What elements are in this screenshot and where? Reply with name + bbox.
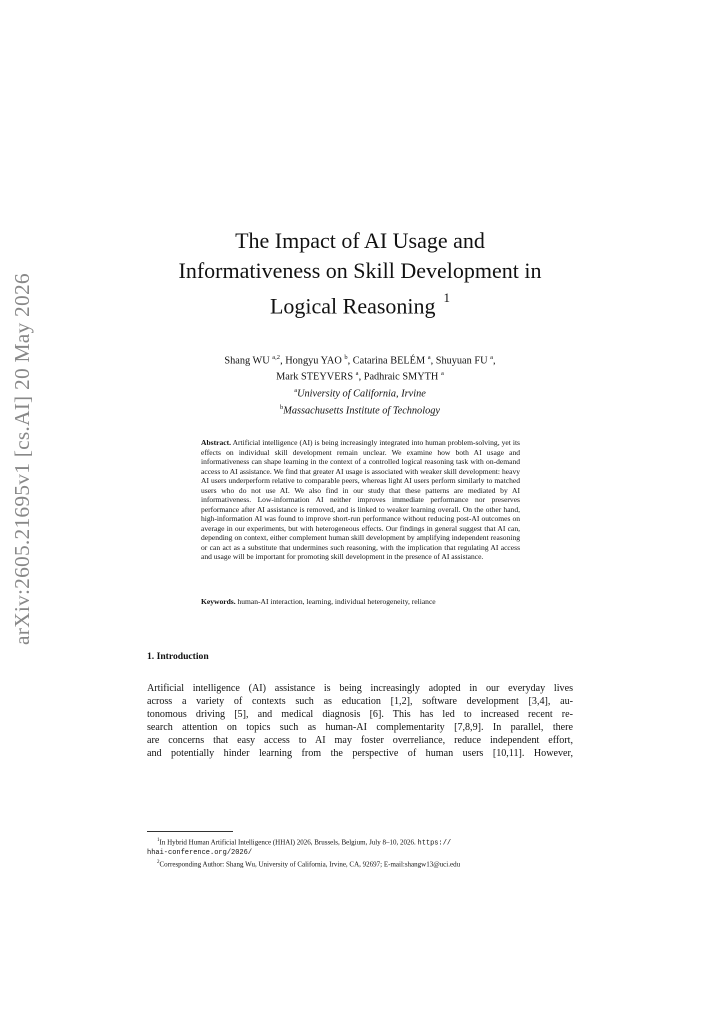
affiliation-list — [150, 384, 570, 419]
body-line: search attention on topics such as human-AI complementarity [7,8,9]. In parallel, there — [147, 721, 573, 733]
affiliation — [150, 401, 570, 418]
keywords — [201, 597, 520, 606]
author-affil-mark: a — [355, 369, 359, 377]
author-affil-mark: a — [490, 354, 493, 361]
title-line — [140, 286, 580, 321]
title-line: Informativeness on Skill Development in — [178, 258, 542, 283]
author-name: Hongyu YAO — [285, 355, 342, 367]
section-title: Introduction — [156, 651, 209, 662]
author-separator: , — [347, 355, 353, 367]
title-footnote-mark: 1 — [443, 290, 451, 305]
body-line: across a variety of contexts such as education [1,2], software development [3,4], au- — [147, 695, 573, 707]
introduction-paragraph — [147, 683, 573, 760]
author-affil-mark: a — [440, 369, 444, 377]
affiliation-text: Massachusetts Institute of Technology — [283, 405, 440, 417]
body-line: Artificial intelligence (AI) assistance is being increasingly adopted in our everyday lives — [147, 683, 573, 694]
footnote-rule — [147, 831, 233, 832]
paper-title — [140, 226, 580, 321]
author-name: Shang WU — [224, 355, 270, 367]
affiliation-mark: b — [280, 404, 284, 412]
affiliation — [150, 384, 570, 401]
body-line: are concerns that easy access to AI may foster overreliance, reduce independent effort, — [147, 734, 573, 746]
body-line: tonomous driving [5], and medical diagnosis [6]. This has led to increased recent re- — [147, 708, 573, 720]
abstract-label: Abstract. — [201, 438, 231, 447]
arxiv-identifier-stamp: arXiv:2605.21695v1 [cs.AI] 20 May 2026 — [10, 273, 34, 645]
affiliation-text: University of California, Irvine — [297, 388, 426, 400]
author-name: Shuyuan FU — [435, 355, 488, 367]
keywords-text: human-AI interaction, learning, individual heterogeneity, reliance — [237, 597, 436, 606]
author-line — [150, 352, 570, 368]
footnote-text: Corresponding Author: Shang Wu, University of California, Irvine, CA, 92697; E-mail:shangw13@uci.edu — [159, 860, 461, 869]
body-line: and potentially hinder learning from the perspective of human users [10,11]. However, — [147, 747, 573, 759]
author-separator: , — [358, 371, 364, 383]
author-affil-mark: a — [427, 354, 431, 361]
footnote-url[interactable]: https:// — [417, 839, 452, 848]
author-line — [150, 368, 570, 384]
abstract — [201, 438, 520, 562]
section-number: 1. — [147, 651, 155, 662]
author-name: Padhraic SMYTH — [363, 371, 439, 383]
author-separator: , — [430, 355, 436, 367]
footnote-text: In Hybrid Human Artificial Intelligence (HHAI) 2026, Brussels, Belgium, July 8–10, 2026. — [159, 838, 416, 847]
author-list — [150, 352, 570, 384]
title-line: The Impact of AI Usage and — [235, 228, 485, 253]
footnotes — [147, 836, 573, 869]
section-heading — [147, 651, 209, 662]
affiliation-mark: a — [294, 387, 298, 394]
author-separator: , — [492, 355, 496, 367]
keywords-label: Keywords. — [201, 597, 236, 606]
author-affil-mark: b — [344, 354, 348, 361]
author-name: Mark STEYVERS — [276, 371, 354, 383]
footnote-2 — [147, 858, 573, 870]
author-separator: , — [280, 355, 286, 367]
footnote-mark: 2 — [157, 859, 160, 865]
footnote-1 — [147, 836, 573, 849]
author-name: Catarina BELÉM — [352, 355, 426, 367]
abstract-text: Artificial intelligence (AI) is being increasingly integrated into human problem-solving, yet its effects on individual skill development remain unclear. We examine how both AI usage and informativeness can shape learning in the context of a controlled logical reasoning task with on-demand access to AI assistance. We find that greater AI usage is associated with weaker skill development: heavy AI users underperform relative to comparable peers, whereas light AI users perform similarly to matched users who do not use AI. We also find in our study that these patterns are mediated by AI informativeness. Low-information AI neither improves immediate performance nor preserves performance after AI assistance is removed, and is linked to weaker learning overall. On the other hand, high-information AI was found to improve short-run performance without reducing post-AI outcomes on average in our experiments, but with heterogeneous effects. Our findings in general suggest that AI can, depending on context, either complement human skill development by amplifying independent reasoning or can act as a substitute that undermines such reasoning, with the implication that regulating AI access and usage will be important for promoting skill development in the presence of AI assistance. — [201, 438, 520, 561]
title-line-text: Logical Reasoning — [269, 293, 436, 319]
footnote-url-continued[interactable]: hhai-conference.org/2026/ — [147, 848, 253, 857]
footnote-mark: 1 — [157, 838, 160, 843]
author-affil-mark: a,2 — [272, 354, 281, 361]
